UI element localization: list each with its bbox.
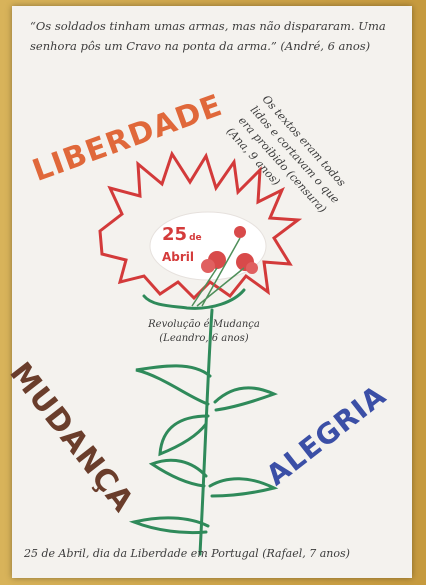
badge-de: de	[189, 233, 202, 243]
badge-month: Abril	[162, 250, 195, 264]
word-liberdade: LIBERDADE	[28, 87, 228, 189]
word-mudanca: MUDANÇA	[2, 356, 141, 520]
poster	[2, 6, 412, 578]
word-alegria: ALEGRIA	[260, 378, 393, 493]
quote-leandro: Revolução é Mudança (Leandro, 6 anos)	[148, 319, 260, 344]
footer-caption: 25 de Abril, dia da Liberdade em Portugal (Rafael, 7 anos)	[24, 547, 350, 560]
quote-andre: “Os soldados tinham umas armas, mas não dispararam. Uma senhora pôs um Cravo na ponta da arma.” (André, 6 anos)	[30, 19, 386, 53]
badge-day	[162, 224, 202, 245]
quote-ana: Os textos eram todos lidos e cortavam o que era proibido (censura) (Ana, 9 anos)	[223, 92, 349, 216]
poster-content	[2, 6, 412, 578]
badge-day-number: 25	[162, 224, 188, 245]
